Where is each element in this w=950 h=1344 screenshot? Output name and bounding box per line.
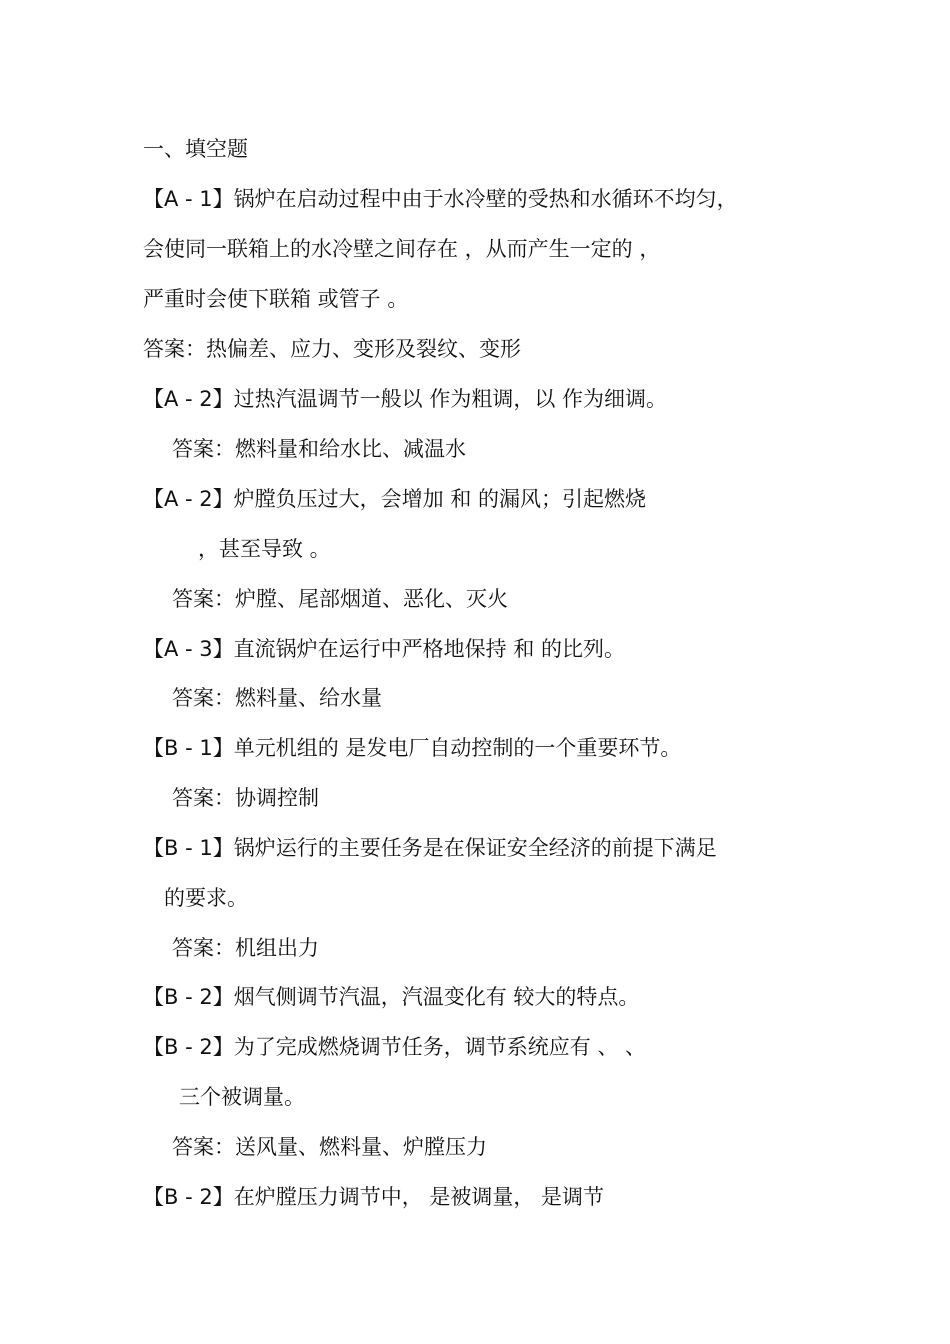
question-a2b-line2: ，甚至导致 。 xyxy=(198,537,331,561)
question-a1-line1: 【A - 1】锅炉在启动过程中由于水冷壁的受热和水循环不均匀， xyxy=(143,187,738,211)
answer-b1b: 答案：机组出力 xyxy=(172,936,319,960)
question-b2c: 【B - 2】在炉膛压力调节中， 是被调量， 是调节 xyxy=(143,1185,605,1209)
question-b1b-line2: 的要求。 xyxy=(164,886,248,910)
answer-a2a: 答案：燃料量和给水比、减温水 xyxy=(172,437,466,461)
question-a1-line3: 严重时会使下联箱 或管子 。 xyxy=(143,287,409,311)
answer-b2b: 答案：送风量、燃料量、炉膛压力 xyxy=(172,1135,487,1159)
question-a2a: 【A - 2】过热汽温调节一般以 作为粗调，以 作为细调。 xyxy=(143,387,668,411)
answer-a3: 答案：燃料量、给水量 xyxy=(172,686,382,710)
answer-b1a: 答案：协调控制 xyxy=(172,786,319,810)
question-a1-line2: 会使同一联箱上的水冷壁之间存在 ，从而产生一定的 ， xyxy=(143,237,661,261)
question-b1b-line1: 【B - 1】锅炉运行的主要任务是在保证安全经济的前提下满足 xyxy=(143,836,717,860)
section-title: 一、填空题 xyxy=(143,137,248,161)
answer-a1: 答案：热偏差、应力、变形及裂纹、变形 xyxy=(143,337,521,361)
question-a2b-line1: 【A - 2】炉膛负压过大，会增加 和 的漏风；引起燃烧 xyxy=(143,487,647,511)
question-b1a: 【B - 1】单元机组的 是发电厂自动控制的一个重要环节。 xyxy=(143,736,682,760)
question-b2a: 【B - 2】烟气侧调节汽温，汽温变化有 较大的特点。 xyxy=(143,985,640,1009)
answer-a2b: 答案：炉膛、尾部烟道、恶化、灭火 xyxy=(172,587,508,611)
question-a3: 【A - 3】直流锅炉在运行中严格地保持 和 的比列。 xyxy=(143,637,626,661)
question-b2b-line2: 三个被调量。 xyxy=(179,1085,305,1109)
question-b2b-line1: 【B - 2】为了完成燃烧调节任务，调节系统应有 、 、 xyxy=(143,1035,647,1059)
